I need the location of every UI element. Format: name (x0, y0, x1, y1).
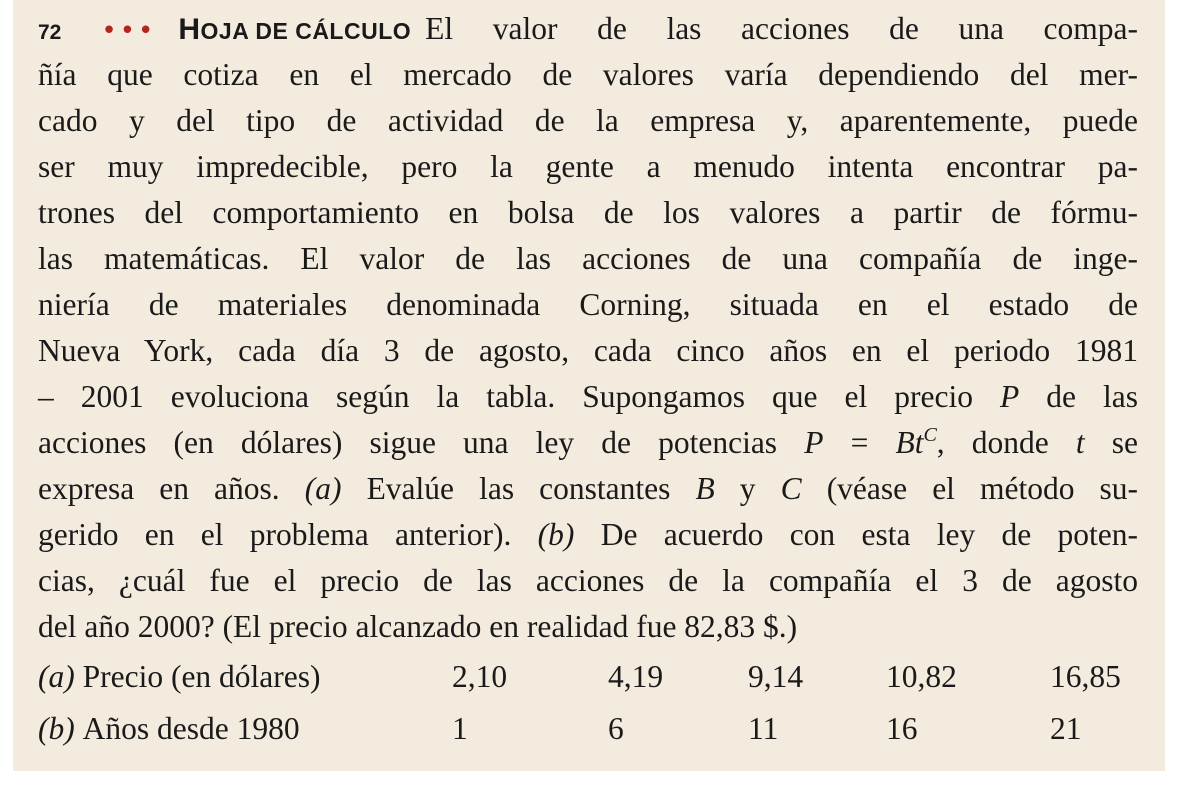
problem-line-4: ser muy impredecible, pero la gente a menudo intenta encontrar pa- (38, 149, 1138, 184)
table-cell: 6 (608, 711, 624, 746)
problem-line-7: niería de materiales denominada Corning, situada en el estado de (38, 287, 1138, 322)
problem-line-8: Nueva York, cada día 3 de agosto, cada cinco años en el periodo 1981 (38, 333, 1138, 368)
problem-line-5: trones del comportamiento en bolsa de los valores a partir de fórmu- (38, 195, 1138, 230)
power-law-formula: P (804, 425, 824, 460)
difficulty-dots-icon: ••• (101, 16, 157, 46)
table-row (38, 654, 1138, 700)
table-cell: 9,14 (748, 659, 804, 694)
problem-line-1 (38, 6, 1138, 52)
problem-line-12: gerido en el problema anterior). (b) De acuerdo con esta ley de poten- (38, 517, 1139, 552)
table-row-label: (a) Precio (en dólares) (38, 659, 321, 694)
table-cell: 11 (748, 711, 779, 746)
problem-line-10: acciones (en dólares) sigue una ley de potencias $P = Bt^C$, donde t se (38, 424, 1139, 460)
problem-number: 72 (38, 21, 62, 44)
table-cell: 1 (452, 711, 468, 746)
problem-line-6: las matemáticas. El valor de las acciones de una compañía de inge- (38, 241, 1138, 276)
problem-line-1-text: El valor de las acciones de una compa- (425, 11, 1138, 46)
table-cell: 4,19 (608, 659, 664, 694)
table-cell: 21 (1050, 711, 1082, 746)
problem-heading: HOJA DE CÁLCULO (178, 13, 412, 46)
problem-line-13: cias, ¿cuál fue el precio de las acciones de la compañía el 3 de agosto (38, 563, 1138, 598)
table-row (38, 706, 1138, 752)
table-cell: 16,85 (1050, 659, 1121, 694)
table-cell: 10,82 (886, 659, 957, 694)
problem-line-3: cado y del tipo de actividad de la empresa y, aparentemente, puede (38, 103, 1138, 138)
table-row-label: (b) Años desde 1980 (38, 711, 300, 746)
problem-line-11: expresa en años. (a) Evalúe las constantes B y C (véase el método su- (38, 471, 1139, 506)
problem-line-2: ñía que cotiza en el mercado de valores varía dependiendo del mer- (38, 57, 1138, 92)
table-cell: 2,10 (452, 659, 508, 694)
table-cell: 16 (886, 711, 918, 746)
problem-line-14: del año 2000? (El precio alcanzado en realidad fue 82,83 $.) (38, 609, 798, 644)
problem-line-9: – 2001 evoluciona según la tabla. Supongamos que el precio P de las (38, 379, 1139, 414)
